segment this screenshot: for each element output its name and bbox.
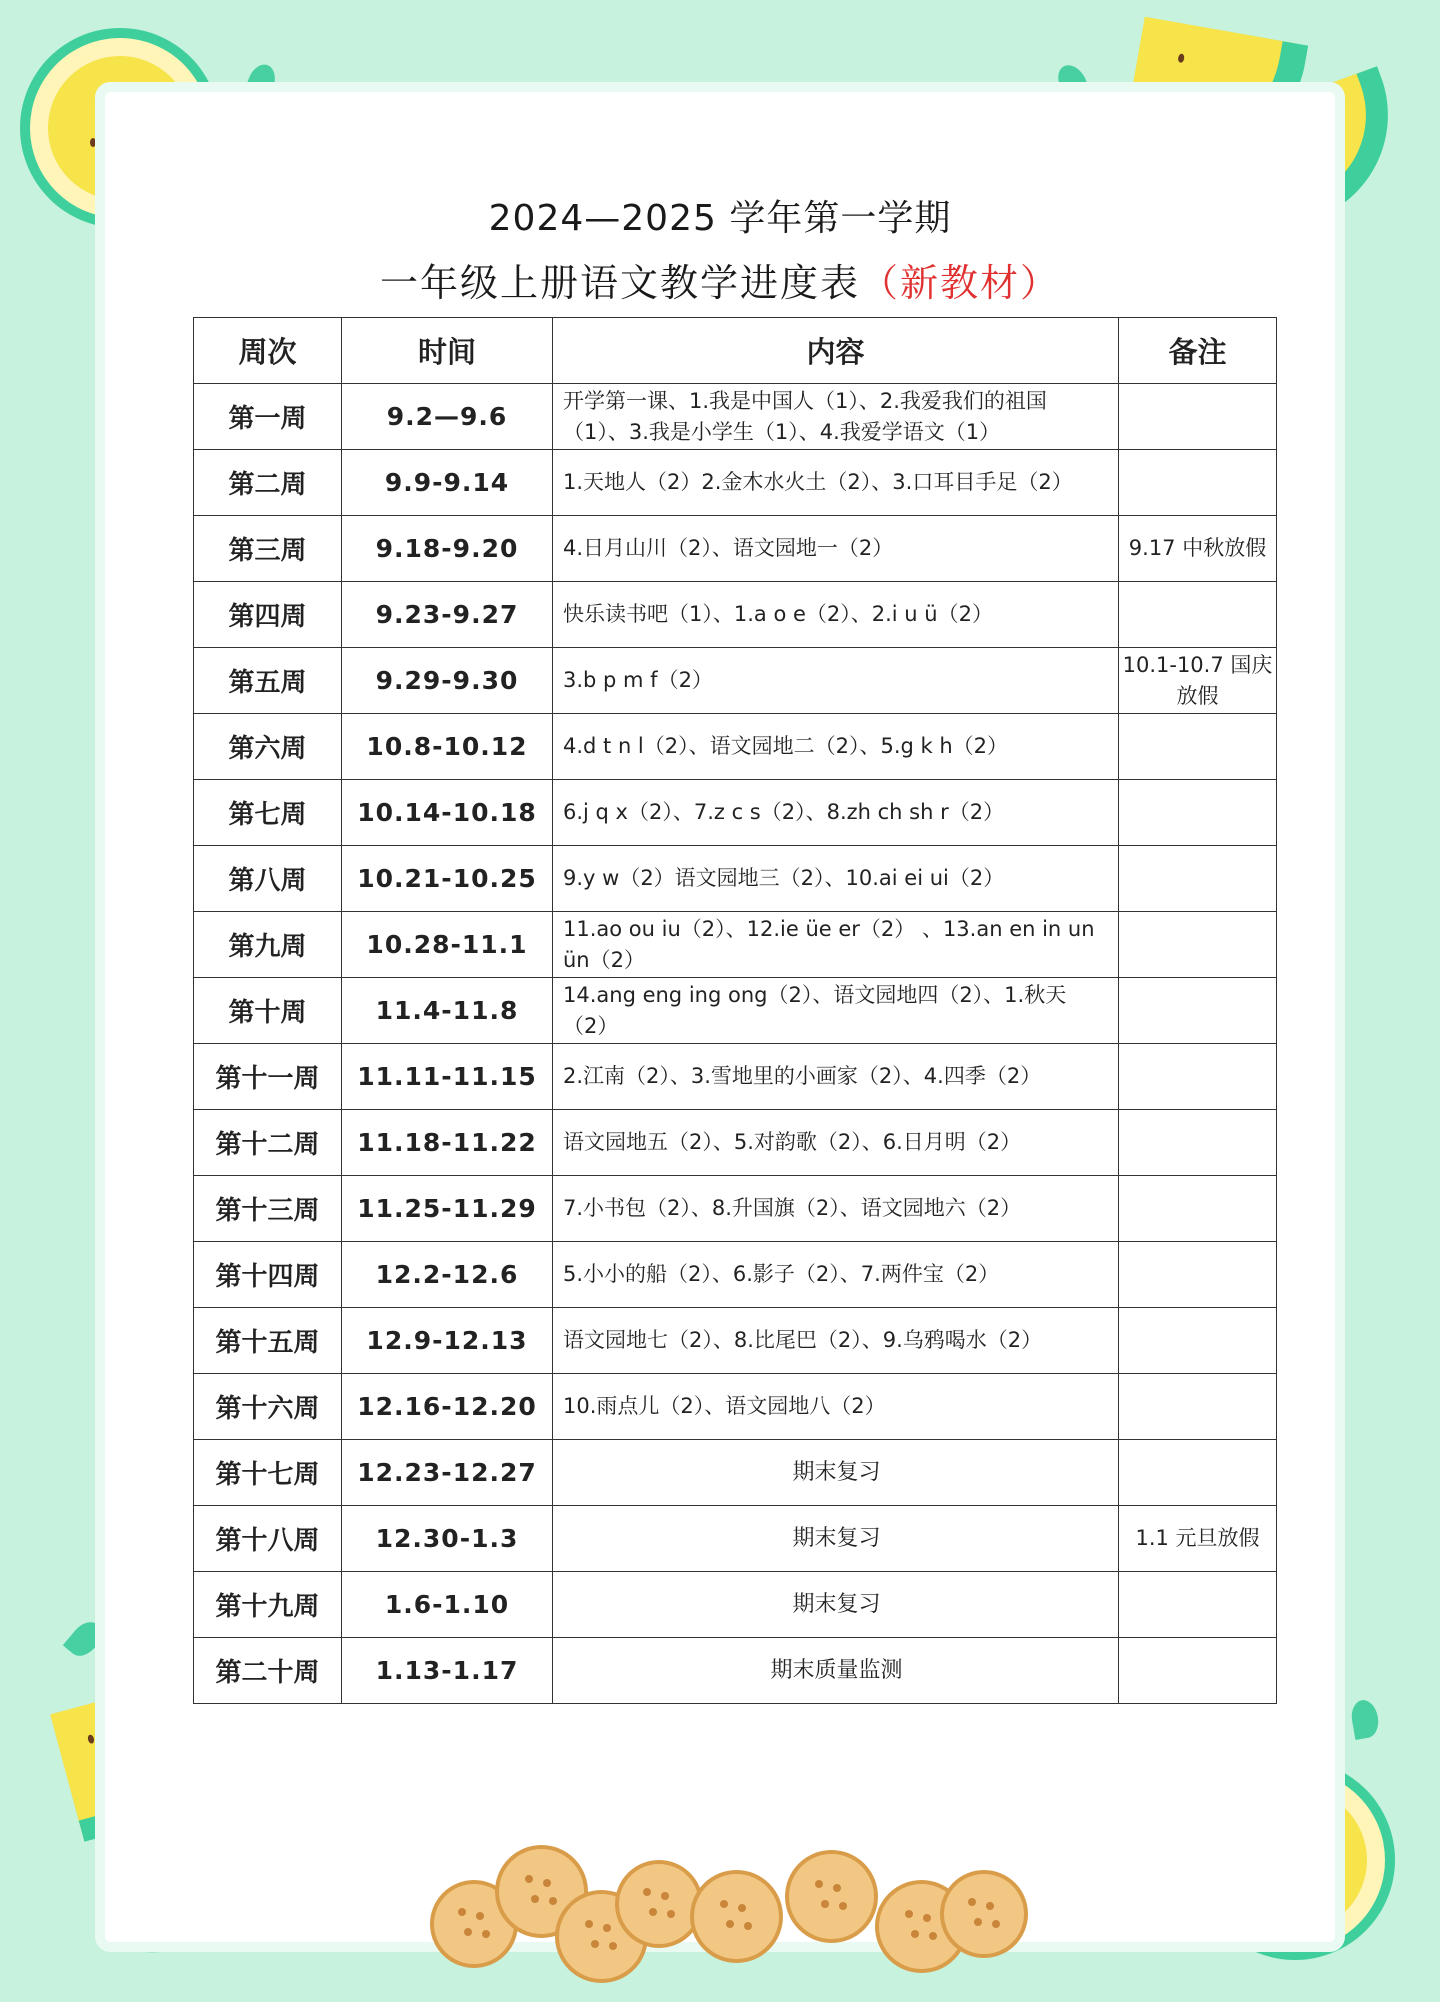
note-cell [1119, 582, 1277, 648]
week-cell: 第五周 [194, 648, 342, 714]
content-cell: 9.y w（2）语文园地三（2）、10.ai ei ui（2） [553, 846, 1119, 912]
content-cell: 1.天地人（2）2.金木水火土（2）、3.口耳目手足（2） [553, 450, 1119, 516]
table-row [194, 1176, 1277, 1242]
table-row [194, 1572, 1277, 1638]
note-cell [1119, 1044, 1277, 1110]
week-cell: 第三周 [194, 516, 342, 582]
time-cell: 9.18-9.20 [342, 516, 553, 582]
table-row [194, 516, 1277, 582]
table-row [194, 648, 1277, 714]
content-cell: 4.日月山川（2）、语文园地一（2） [553, 516, 1119, 582]
note-cell [1119, 912, 1277, 978]
time-cell: 9.9-9.14 [342, 450, 553, 516]
table-row [194, 1506, 1277, 1572]
table-row [194, 384, 1277, 450]
time-cell: 11.4-11.8 [342, 978, 553, 1044]
table-row [194, 582, 1277, 648]
time-cell: 12.30-1.3 [342, 1506, 553, 1572]
header-content: 内容 [553, 318, 1119, 384]
note-cell: 9.17 中秋放假 [1119, 516, 1277, 582]
note-cell [1119, 1308, 1277, 1374]
time-cell: 10.28-11.1 [342, 912, 553, 978]
table-row [194, 1638, 1277, 1704]
time-cell: 12.9-12.13 [342, 1308, 553, 1374]
content-cell: 开学第一课、1.我是中国人（1）、2.我爱我们的祖国（1）、3.我是小学生（1）、4.我爱学语文（1） [553, 384, 1119, 450]
note-cell [1119, 384, 1277, 450]
week-cell: 第十三周 [194, 1176, 342, 1242]
table-row [194, 780, 1277, 846]
content-cell: 3.b p m f（2） [553, 648, 1119, 714]
content-cell: 11.ao ou iu（2）、12.ie üe er（2） 、13.an en in un ün（2） [553, 912, 1119, 978]
content-cell: 语文园地七（2）、8.比尾巴（2）、9.乌鸦喝水（2） [553, 1308, 1119, 1374]
content-cell: 7.小书包（2）、8.升国旗（2）、语文园地六（2） [553, 1176, 1119, 1242]
note-cell [1119, 1572, 1277, 1638]
table-row [194, 1242, 1277, 1308]
time-cell: 11.25-11.29 [342, 1176, 553, 1242]
note-cell [1119, 1638, 1277, 1704]
table-row [194, 1110, 1277, 1176]
cookie-icon [615, 1860, 703, 1948]
table-row [194, 714, 1277, 780]
week-cell: 第十六周 [194, 1374, 342, 1440]
week-cell: 第二周 [194, 450, 342, 516]
week-cell: 第十五周 [194, 1308, 342, 1374]
time-cell: 1.6-1.10 [342, 1572, 553, 1638]
week-cell: 第七周 [194, 780, 342, 846]
page-title-schedule [0, 252, 1440, 307]
week-cell: 第九周 [194, 912, 342, 978]
note-cell [1119, 1176, 1277, 1242]
table-row [194, 1374, 1277, 1440]
time-cell: 11.11-11.15 [342, 1044, 553, 1110]
time-cell: 12.2-12.6 [342, 1242, 553, 1308]
note-cell [1119, 1374, 1277, 1440]
note-cell: 1.1 元旦放假 [1119, 1506, 1277, 1572]
note-cell [1119, 978, 1277, 1044]
time-cell: 9.2—9.6 [342, 384, 553, 450]
table-row [194, 978, 1277, 1044]
week-cell: 第六周 [194, 714, 342, 780]
content-cell: 语文园地五（2）、5.对韵歌（2）、6.日月明（2） [553, 1110, 1119, 1176]
table-row [194, 912, 1277, 978]
page-title-term: 2024—2025 学年第一学期 [488, 198, 952, 239]
table-row [194, 1440, 1277, 1506]
week-cell: 第十四周 [194, 1242, 342, 1308]
time-cell: 10.21-10.25 [342, 846, 553, 912]
note-cell [1119, 1110, 1277, 1176]
cookie-icon [785, 1850, 878, 1943]
note-cell [1119, 450, 1277, 516]
content-cell: 5.小小的船（2）、6.影子（2）、7.两件宝（2） [553, 1242, 1119, 1308]
cookie-icon [690, 1870, 783, 1963]
content-cell: 14.ang eng ing ong（2）、语文园地四（2）、1.秋天（2） [553, 978, 1119, 1044]
content-cell: 快乐读书吧（1）、1.a o e（2）、2.i u ü（2） [553, 582, 1119, 648]
time-cell: 9.23-9.27 [342, 582, 553, 648]
time-cell: 11.18-11.22 [342, 1110, 553, 1176]
note-cell [1119, 780, 1277, 846]
table-row [194, 1308, 1277, 1374]
time-cell: 9.29-9.30 [342, 648, 553, 714]
note-cell [1119, 714, 1277, 780]
content-cell: 期末复习 [553, 1572, 1119, 1638]
content-cell: 10.雨点儿（2）、语文园地八（2） [553, 1374, 1119, 1440]
content-cell: 期末复习 [553, 1440, 1119, 1506]
week-cell: 第二十周 [194, 1638, 342, 1704]
week-cell: 第一周 [194, 384, 342, 450]
week-cell: 第八周 [194, 846, 342, 912]
content-cell: 4.d t n l（2）、语文园地二（2）、5.g k h（2） [553, 714, 1119, 780]
title-tag-new-textbook: （新教材） [860, 261, 1061, 305]
header-week: 周次 [194, 318, 342, 384]
content-cell: 期末质量监测 [553, 1638, 1119, 1704]
time-cell: 12.16-12.20 [342, 1374, 553, 1440]
week-cell: 第十八周 [194, 1506, 342, 1572]
week-cell: 第十周 [194, 978, 342, 1044]
header-note: 备注 [1119, 318, 1277, 384]
table-row [194, 450, 1277, 516]
content-cell: 6.j q x（2）、7.z c s（2）、8.zh ch sh r（2） [553, 780, 1119, 846]
note-cell [1119, 1440, 1277, 1506]
week-cell: 第十二周 [194, 1110, 342, 1176]
time-cell: 1.13-1.17 [342, 1638, 553, 1704]
week-cell: 第十七周 [194, 1440, 342, 1506]
schedule-table [193, 317, 1277, 1704]
note-cell: 10.1-10.7 国庆放假 [1119, 648, 1277, 714]
cookie-icon [940, 1870, 1028, 1958]
time-cell: 12.23-12.27 [342, 1440, 553, 1506]
table-header-row [194, 318, 1277, 384]
content-cell: 2.江南（2）、3.雪地里的小画家（2）、4.四季（2） [553, 1044, 1119, 1110]
time-cell: 10.8-10.12 [342, 714, 553, 780]
note-cell [1119, 846, 1277, 912]
note-cell [1119, 1242, 1277, 1308]
table-row [194, 1044, 1277, 1110]
title-main: 一年级上册语文教学进度表 [379, 261, 860, 305]
header-time: 时间 [342, 318, 553, 384]
time-cell: 10.14-10.18 [342, 780, 553, 846]
week-cell: 第十一周 [194, 1044, 342, 1110]
table-row [194, 846, 1277, 912]
week-cell: 第四周 [194, 582, 342, 648]
week-cell: 第十九周 [194, 1572, 342, 1638]
content-cell: 期末复习 [553, 1506, 1119, 1572]
